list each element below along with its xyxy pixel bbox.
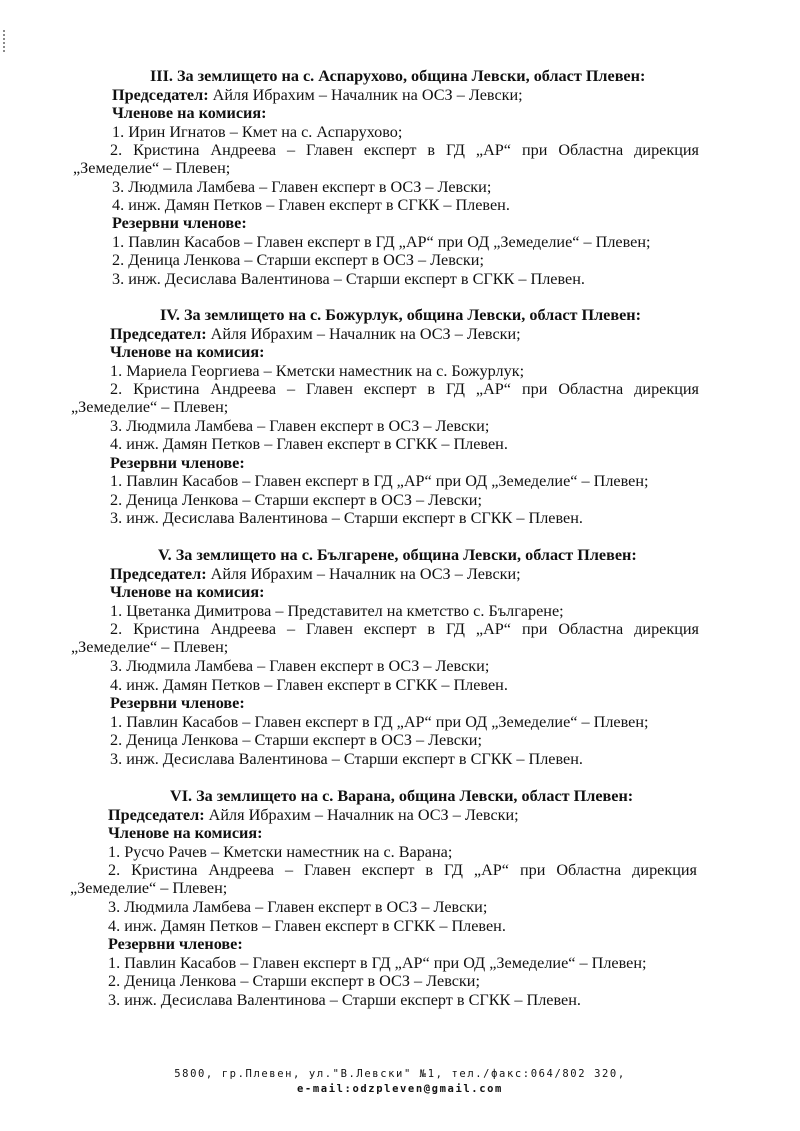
chair-text: Айля Ибрахим – Началник на ОСЗ – Левски; [208,86,523,104]
reserve-1: 1. Павлин Касабов – Главен експерт в ГД „АР“ при ОД „Земеделие“ – Плевен; [110,472,649,490]
member-2-line-1: 2. Кристина Андреева – Главен експерт в ГД „АР“ при Областна дирекция [110,141,699,159]
section-heading: III. За землището на с. Аспарухово, община Левски, област Плевен: [150,67,646,85]
chair-label: Председател: [108,806,205,824]
chair-line [108,806,519,825]
reserve-label: Резервни членове: [108,935,243,953]
chair-line [112,86,523,105]
member-3: 3. Людмила Ламбева – Главен експерт в ОСЗ – Левски; [110,417,490,435]
reserve-1: 1. Павлин Касабов – Главен експерт в ГД „АР“ при ОД „Земеделие“ – Плевен; [110,713,649,731]
member-1: 1. Цветанка Димитрова – Представител на кметство с. Българене; [110,602,564,620]
reserve-1: 1. Павлин Касабов – Главен експерт в ГД „АР“ при ОД „Земеделие“ – Плевен; [112,233,651,251]
footer-email: e-mail:odzpleven@gmail.com [297,1083,503,1095]
member-2-line-2: „Земеделие“ – Плевен; [71,398,229,416]
scan-artifact [3,30,11,52]
reserve-2: 2. Деница Ленкова – Старши експерт в ОСЗ – Левски; [110,491,482,509]
member-1: 1. Ирин Игнатов – Кмет на с. Аспарухово; [112,123,403,141]
reserve-3: 3. инж. Десислава Валентинова – Старши експерт в СГКК – Плевен. [108,991,581,1009]
chair-text: Айля Ибрахим – Началник на ОСЗ – Левски; [206,565,521,583]
chair-label: Председател: [112,86,209,104]
reserve-2: 2. Деница Ленкова – Старши експерт в ОСЗ – Левски; [112,251,484,269]
member-4: 4. инж. Дамян Петков – Главен експерт в СГКК – Плевен. [110,676,508,694]
chair-line [110,565,521,584]
members-label: Членове на комисия: [110,583,265,601]
reserve-3: 3. инж. Десислава Валентинова – Старши експерт в СГКК – Плевен. [110,509,583,527]
section-heading: IV. За землището на с. Божурлук, община Левски, област Плевен: [160,306,641,324]
members-label: Членове на комисия: [108,824,263,842]
member-1: 1. Русчо Рачев – Кметски наместник на с. Варана; [108,843,453,861]
member-3: 3. Людмила Ламбева – Главен експерт в ОСЗ – Левски; [108,898,488,916]
member-3: 3. Людмила Ламбева – Главен експерт в ОСЗ – Левски; [112,178,492,196]
reserve-2: 2. Деница Ленкова – Старши експерт в ОСЗ – Левски; [110,731,482,749]
member-4: 4. инж. Дамян Петков – Главен експерт в СГКК – Плевен. [108,917,506,935]
member-2-line-1: 2. Кристина Андреева – Главен експерт в ГД „АР“ при Областна дирекция [110,380,699,398]
member-2-line-2: „Земеделие“ – Плевен; [73,159,231,177]
reserve-label: Резервни членове: [110,694,245,712]
reserve-3: 3. инж. Десислава Валентинова – Старши експерт в СГКК – Плевен. [110,750,583,768]
reserve-1: 1. Павлин Касабов – Главен експерт в ГД „АР“ при ОД „Земеделие“ – Плевен; [108,954,647,972]
reserve-label: Резервни членове: [110,454,245,472]
members-label: Членове на комисия: [110,343,265,361]
reserve-2: 2. Деница Ленкова – Старши експерт в ОСЗ – Левски; [108,972,480,990]
member-2-line-2: „Земеделие“ – Плевен; [71,638,229,656]
chair-text: Айля Ибрахим – Началник на ОСЗ – Левски; [204,806,519,824]
section-heading: VI. За землището на с. Варана, община Левски, област Плевен: [170,787,634,805]
footer-address: 5800, гр.Плевен, ул."В.Левски" №1, тел./факс:064/802 320, [174,1068,626,1080]
chair-text: Айля Ибрахим – Началник на ОСЗ – Левски; [206,325,521,343]
members-label: Членове на комисия: [112,104,267,122]
reserve-3: 3. инж. Десислава Валентинова – Старши експерт в СГКК – Плевен. [112,270,585,288]
member-4: 4. инж. Дамян Петков – Главен експерт в СГКК – Плевен. [112,196,510,214]
member-2-line-2: „Земеделие“ – Плевен; [70,879,228,897]
chair-label: Председател: [110,325,207,343]
member-3: 3. Людмила Ламбева – Главен експерт в ОСЗ – Левски; [110,657,490,675]
reserve-label: Резервни членове: [112,214,247,232]
chair-line [110,325,521,344]
section-heading: V. За землището на с. Българене, община Левски, област Плевен: [158,546,637,564]
chair-label: Председател: [110,565,207,583]
member-1: 1. Мариела Георгиева – Кметски наместник на с. Божурлук; [110,362,525,380]
member-2-line-1: 2. Кристина Андреева – Главен експерт в ГД „АР“ при Областна дирекция [110,620,699,638]
member-4: 4. инж. Дамян Петков – Главен експерт в СГКК – Плевен. [110,435,508,453]
member-2-line-1: 2. Кристина Андреева – Главен експерт в ГД „АР“ при Областна дирекция [108,861,697,879]
